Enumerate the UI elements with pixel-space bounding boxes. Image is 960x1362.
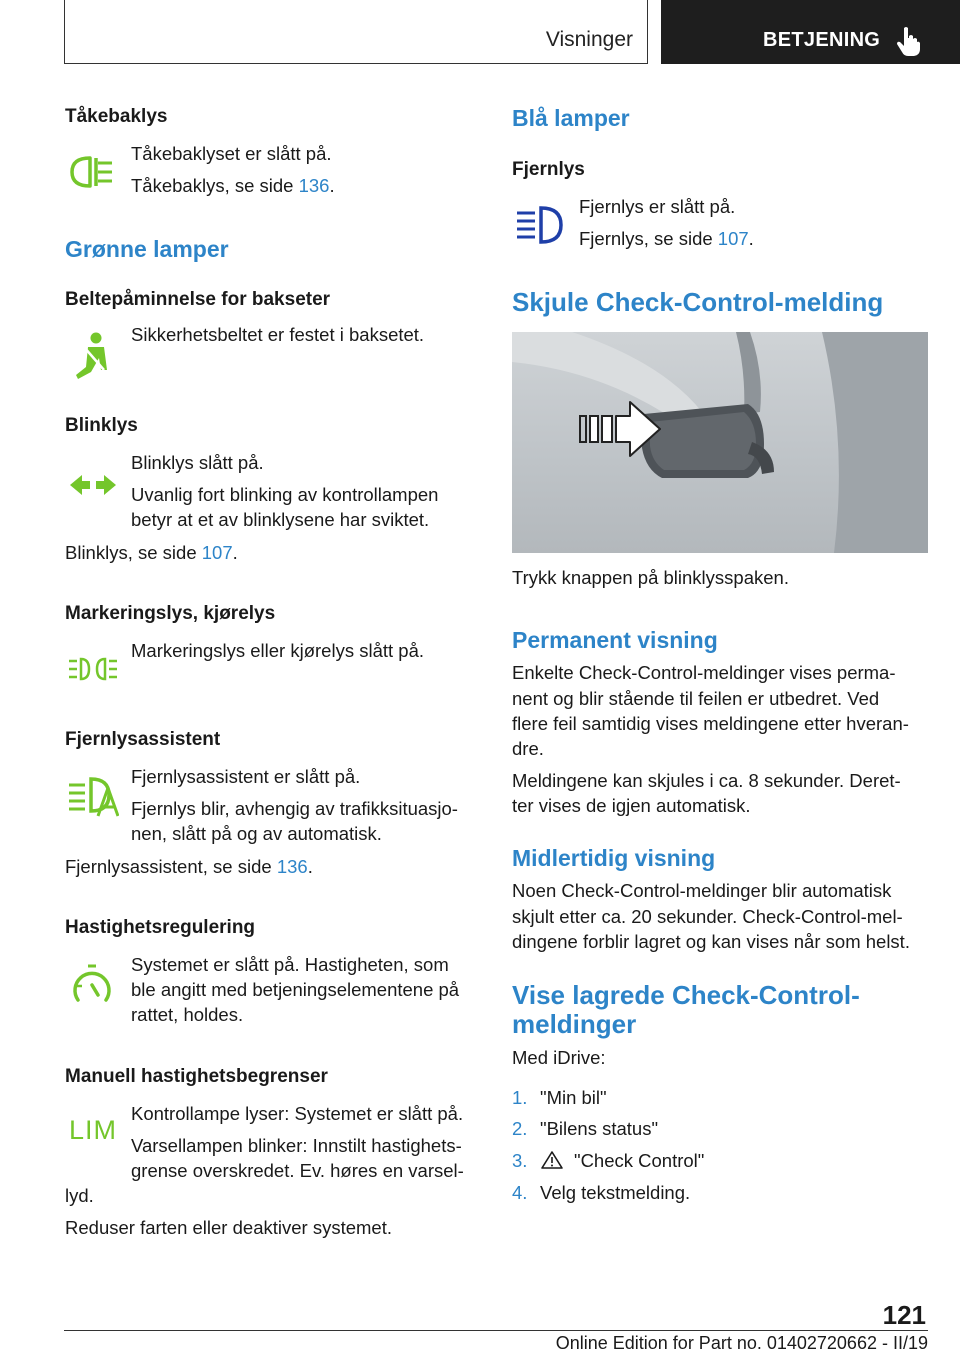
turn-signal-stalk-photo: [512, 332, 928, 553]
section-tab: [64, 0, 648, 64]
step-4: 4. Velg tekstmelding.: [512, 1182, 691, 1203]
section-hastighet-title: Hastighetsregulering: [65, 917, 256, 938]
blinklys-ref: Blinklys, se side 107.: [65, 542, 238, 563]
step-3: 3. "Check Control": [512, 1150, 705, 1171]
seatbelt-reminder-icon: [74, 332, 110, 380]
page-link-107b[interactable]: 107: [717, 228, 749, 249]
manuell-text-2c: lyd.: [65, 1185, 94, 1206]
heading-permanent: Permanent visning: [512, 627, 718, 653]
permanent-p3: flere feil samtidig vises meldingene etter hveran-: [512, 713, 909, 734]
markeringslys-text: Markeringslys eller kjørelys slått på.: [131, 640, 424, 661]
page-number: 121: [882, 1300, 926, 1330]
turn-signal-icon: [68, 472, 118, 498]
taakebaklys-text: Tåkebaklyset er slått på.: [131, 143, 332, 164]
heading-blaa-lamper: Blå lamper: [512, 105, 630, 131]
edition-info: Online Edition for Part no. 01402720662 - II/19: [555, 1333, 928, 1353]
step-1: 1. "Min bil": [512, 1087, 607, 1108]
heading-skjule: Skjule Check-Control-melding: [512, 287, 884, 317]
midlertidig-p2: skjult etter ca. 20 sekunder. Check-Control-mel-: [512, 906, 903, 927]
permanent-p4: dre.: [512, 738, 544, 759]
blinklys-text-2b: betyr at et av blinklysene har sviktet.: [131, 509, 430, 530]
high-beam-icon: [515, 206, 565, 246]
parking-lights-icon: [67, 655, 119, 683]
heading-gronne-lamper: Grønne lamper: [65, 236, 229, 262]
fjernlysassistent-ref: Fjernlysassistent, se side 136.: [65, 856, 313, 877]
high-beam-assistant-icon: [67, 776, 119, 818]
rear-fog-light-icon: [68, 154, 114, 190]
hastighet-text-3: rattet, holdes.: [131, 1004, 244, 1025]
permanent-p5: Meldingene kan skjules i ca. 8 sekunder. Deret-: [512, 770, 901, 791]
footer-divider: [64, 1330, 928, 1331]
section-tab-label: Visninger: [545, 28, 633, 51]
hand-pointer-icon: [895, 26, 921, 56]
section-markeringslys-title: Markeringslys, kjørelys: [65, 603, 276, 624]
fjernlysassistent-text-1: Fjernlysassistent er slått på.: [131, 766, 361, 787]
warning-triangle-icon: [540, 1150, 564, 1170]
fjernlysassistent-text-2a: Fjernlys blir, avhengig av trafikksituasjo-: [131, 798, 458, 819]
manuell-text-1: Kontrollampe lyser: Systemet er slått på.: [131, 1103, 464, 1124]
manuell-text-2a: Varsellampen blinker: Innstilt hastighets-: [131, 1135, 462, 1156]
step-2: 2. "Bilens status": [512, 1118, 659, 1139]
midlertidig-p3: dingene forblir lagret og kan vises når som helst.: [512, 931, 910, 952]
page-link-107[interactable]: 107: [201, 542, 233, 563]
manuell-text-2b: grense overskredet. Ev. høres en varsel-: [131, 1160, 464, 1181]
heading-vise-1: Vise lagrede Check-Control-: [512, 980, 860, 1010]
section-belte-title: Beltepåminnelse for bakseter: [65, 289, 331, 310]
taakebaklys-ref: Tåkebaklys, se side 136.: [131, 175, 335, 196]
page-link-136[interactable]: 136: [298, 175, 330, 196]
page-link-136b[interactable]: 136: [276, 856, 308, 877]
cruise-control-icon: [70, 964, 114, 1008]
manuell-text-3: Reduser farten eller deaktiver systemet.: [65, 1217, 392, 1238]
blinklys-text-2a: Uvanlig fort blinking av kontrollampen: [131, 484, 439, 505]
section-fjernlys-title: Fjernlys: [512, 159, 585, 180]
fjernlys-ref: Fjernlys, se side 107.: [579, 228, 754, 249]
section-taakebaklys-title: Tåkebaklys: [65, 106, 168, 127]
blinklys-text-1: Blinklys slått på.: [131, 452, 264, 473]
permanent-p2: nent og blir stående til feilen er utbedret. Ved: [512, 688, 880, 709]
permanent-p6: ter vises de igjen automatisk.: [512, 795, 751, 816]
fjernlys-text: Fjernlys er slått på.: [579, 196, 736, 217]
belte-text: Sikkerhetsbeltet er festet i baksetet.: [131, 324, 425, 345]
chapter-tab: [661, 0, 960, 64]
section-fjernlysassistent-title: Fjernlysassistent: [65, 729, 221, 750]
section-manuell-title: Manuell hastighetsbegrenser: [65, 1066, 328, 1087]
speed-limiter-lim-icon: LIM: [69, 1115, 118, 1145]
vise-intro: Med iDrive:: [512, 1047, 606, 1068]
fjernlysassistent-text-2b: nen, slått på og av automatisk.: [131, 823, 382, 844]
hastighet-text-2: ble angitt med betjeningselementene på: [131, 979, 460, 1000]
chapter-tab-label: BETJENING: [763, 29, 881, 51]
heading-vise-2: meldinger: [512, 1009, 637, 1039]
permanent-p1: Enkelte Check-Control-meldinger vises perma-: [512, 662, 896, 683]
heading-midlertidig: Midlertidig visning: [512, 845, 716, 871]
photo-caption: Trykk knappen på blinklysspaken.: [512, 567, 789, 588]
hastighet-text-1: Systemet er slått på. Hastigheten, som: [131, 954, 449, 975]
midlertidig-p1: Noen Check-Control-meldinger blir automatisk: [512, 880, 892, 901]
section-blinklys-title: Blinklys: [65, 415, 138, 436]
